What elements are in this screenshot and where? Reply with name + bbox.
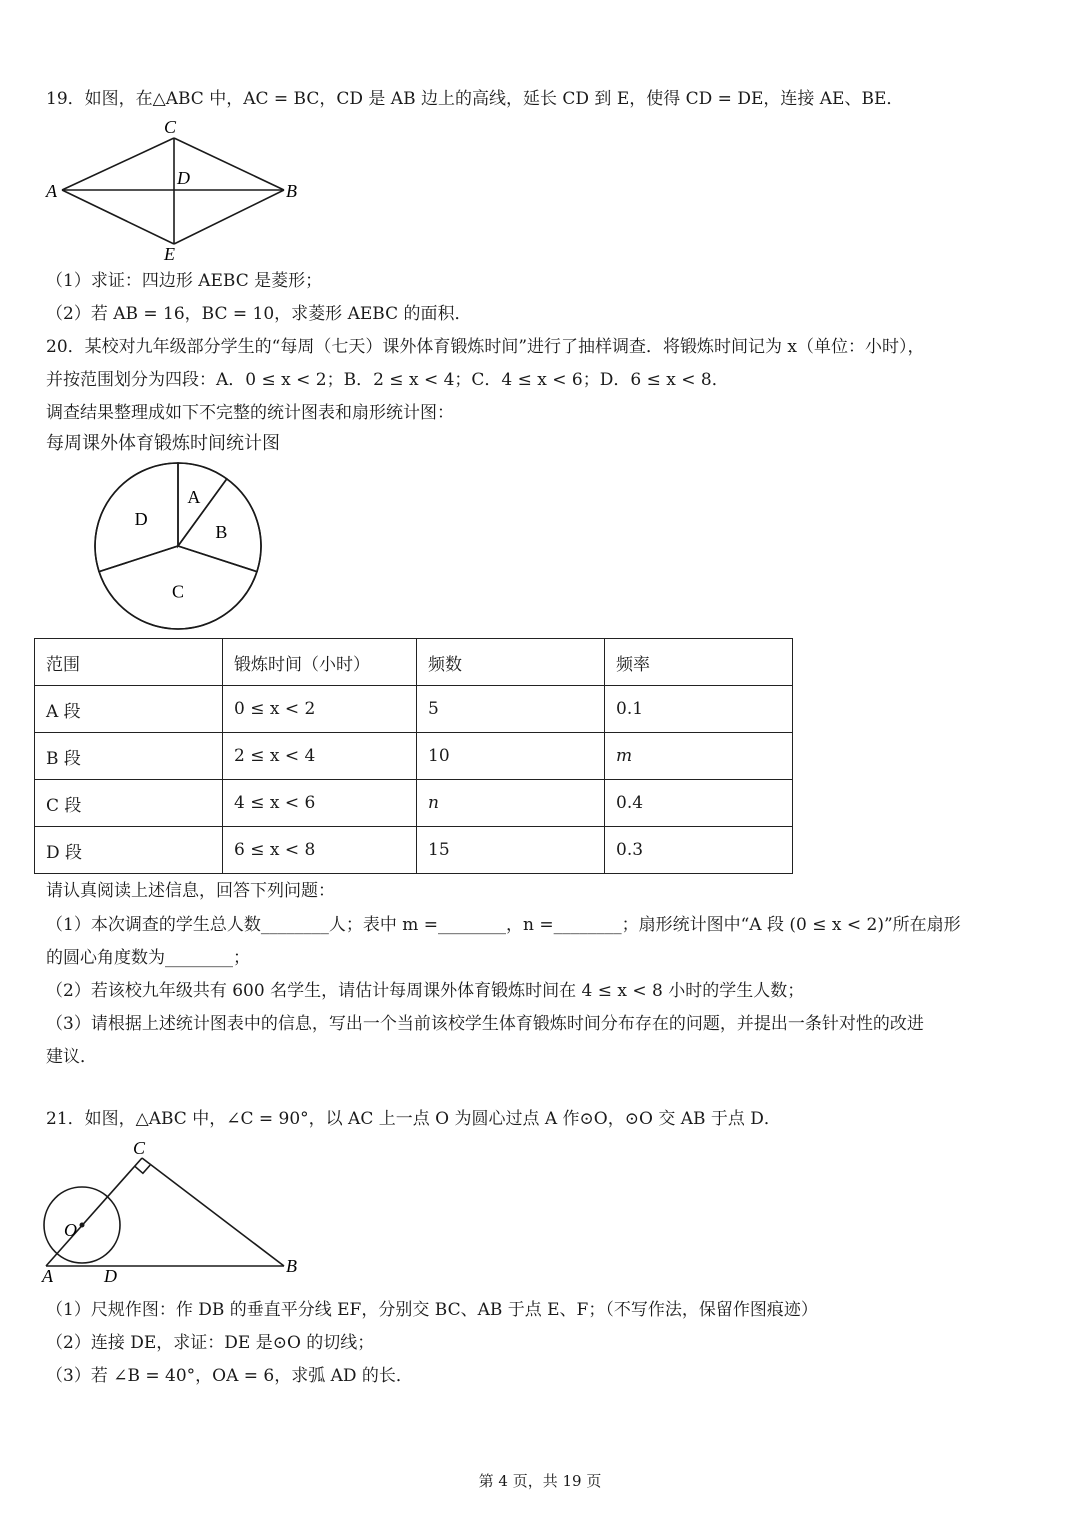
pie-label-b: B [215,521,228,542]
table-cell: n [417,780,605,827]
table-row [35,686,793,733]
label-o: O [64,1220,77,1240]
q21-part2: （2）连接 DE，求证：DE 是⊙O 的切线； [46,1333,375,1353]
table-cell: B 段 [35,733,223,780]
table-cell: 5 [417,686,605,733]
table-header-cell: 锻炼时间（小时） [223,639,417,686]
table-cell: C 段 [35,780,223,827]
segment-ac [62,138,174,190]
table-cell: 10 [417,733,605,780]
table-row [35,827,793,874]
q20-chart-title: 每周课外体育锻炼时间统计图 [46,433,280,454]
segment-ac [46,1158,142,1266]
q21-part3: （3）若 ∠B = 40°，OA = 6，求弧 AD 的长． [46,1366,413,1386]
label-a: A [46,181,57,201]
label-d: D [177,168,190,188]
segment-be [174,190,284,244]
q20-part1-line1: （1）本次调查的学生总人数________人；表中 m =________，n =________；扇形统计图中“A 段 (0 ≤ x < 2)”所在扇形 [46,915,961,935]
segment-cb [174,138,284,190]
segment-cb [142,1158,284,1266]
q20-prompt: 请认真阅读上述信息，回答下列问题： [46,881,335,901]
label-e: E [164,244,175,264]
table-cell: 4 ≤ x < 6 [223,780,417,827]
q21-stem: 21．如图，△ABC 中，∠C = 90°，以 AC 上一点 O 为圆心过点 A 作⊙O，⊙O 交 AB 于点 D． [46,1109,781,1129]
label-c: C [164,117,177,137]
label-a: A [42,1266,53,1286]
table-cell: A 段 [35,686,223,733]
q19-part1: （1）求证：四边形 AEBC 是菱形； [46,271,323,291]
table-cell: 0 ≤ x < 2 [223,686,417,733]
q19-stem: 19．如图，在△ABC 中，AC = BC，CD 是 AB 边上的高线，延长 CD 到 E，使得 CD = DE，连接 AE、BE． [46,89,904,109]
table-header-row [35,639,793,686]
q20-part3-line2: 建议． [46,1047,97,1067]
frequency-table [34,638,793,874]
table-cell: m [605,733,793,780]
table-row [35,780,793,827]
label-b: B [286,1256,297,1276]
q19-part2: （2）若 AB = 16，BC = 10，求菱形 AEBC 的面积． [46,304,472,324]
pie-chart [90,460,270,632]
table-header-cell: 频率 [605,639,793,686]
table-cell: 2 ≤ x < 4 [223,733,417,780]
segment-ea [62,190,174,244]
table-cell: D 段 [35,827,223,874]
page-footer: 第 4 页，共 19 页 [478,1472,602,1490]
center-point-o [80,1223,85,1228]
q19-rhombus-figure [40,114,320,264]
table-cell: 6 ≤ x < 8 [223,827,417,874]
q20-part1-line2: 的圆心角度数为________； [46,948,250,968]
q20-stem-line1: 20．某校对九年级部分学生的“每周（七天）课外体育锻炼时间”进行了抽样调查．将锻炼时间记为 x（单位：小时）， [46,337,925,357]
right-angle-mark [135,1165,150,1173]
label-b: B [286,181,297,201]
label-d: D [104,1266,117,1286]
table-cell: 0.3 [605,827,793,874]
q20-stem-line2: 并按范围划分为四段：A．0 ≤ x < 2；B．2 ≤ x < 4；C．4 ≤ x < 6；D．6 ≤ x < 8． [46,370,729,390]
label-c: C [133,1138,146,1158]
pie-label-a: A [187,487,201,508]
table-header-cell: 频数 [417,639,605,686]
table-cell: 15 [417,827,605,874]
table-header-cell: 范围 [35,639,223,686]
q20-part3-line1: （3）请根据上述统计图表中的信息，写出一个当前该校学生体育锻炼时间分布存在的问题，并提出一条针对性的改进 [46,1014,924,1034]
q21-part1: （1）尺规作图：作 DB 的垂直平分线 EF，分别交 BC、AB 于点 E、F；（不写作法，保留作图痕迹） [46,1300,818,1320]
table-cell: 0.4 [605,780,793,827]
table-row [35,733,793,780]
q20-part2: （2）若该校九年级共有 600 名学生，请估计每周课外体育锻炼时间在 4 ≤ x < 8 小时的学生人数； [46,981,805,1001]
q21-triangle-figure [36,1136,316,1286]
pie-label-d: D [134,509,148,530]
table-cell: 0.1 [605,686,793,733]
q20-stem-line3: 调查结果整理成如下不完整的统计图表和扇形统计图： [46,403,454,423]
pie-label-c: C [171,581,185,602]
